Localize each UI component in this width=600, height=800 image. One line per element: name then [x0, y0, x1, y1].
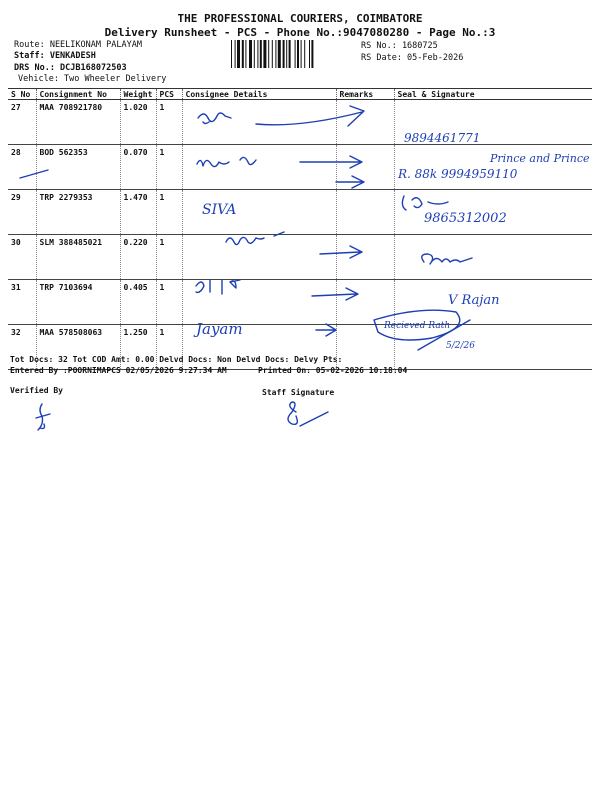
row-consignment: MAA 578508063	[36, 325, 120, 370]
verified-by-label: Verified By	[10, 386, 63, 395]
row-pcs: 1	[156, 280, 182, 325]
consignee-scribble	[196, 280, 240, 294]
date-handwritten: 5/2/26	[446, 341, 475, 351]
consignee-scribble	[198, 113, 231, 124]
row-pcs: 1	[156, 325, 182, 370]
row-pcs: 1	[156, 190, 182, 235]
row-sno: 28	[8, 145, 36, 190]
row-weight: 1.470	[120, 190, 156, 235]
signature-scribble	[422, 254, 472, 264]
row-consignment: SLM 388485021	[36, 235, 120, 280]
row-consignment: MAA 708921780	[36, 100, 120, 145]
col-seal-signature: Seal & Signature	[394, 89, 592, 100]
col-consignment: Consignment No	[36, 89, 120, 100]
arrow-icon	[320, 246, 362, 258]
totals-line: Tot Docs: 32 Tot COD Amt: 0.00 Delvd Docs: Non Delvd Docs: Delvy Pts:	[10, 355, 343, 364]
consignee-name-handwritten: SIVA	[202, 202, 237, 218]
col-remarks: Remarks	[336, 89, 394, 100]
arrow-icon	[316, 324, 336, 336]
arrow-icon	[312, 288, 358, 300]
entered-by: Entered By :POORNIMAPCS 02/05/2026 9:27:34 AM	[10, 366, 227, 375]
row-sno: 31	[8, 280, 36, 325]
phone-handwritten: 9894461771	[404, 131, 481, 145]
row-sno: 29	[8, 190, 36, 235]
row-weight: 1.250	[120, 325, 156, 370]
row-sno: 27	[8, 100, 36, 145]
row-pcs: 1	[156, 100, 182, 145]
row-consignment: BOD 562353	[36, 145, 120, 190]
arrow-icon	[336, 176, 364, 188]
row-sno: 32	[8, 325, 36, 370]
consignee-scribble	[226, 232, 284, 245]
row-weight: 0.070	[120, 145, 156, 190]
verified-signature-scribble	[36, 404, 50, 430]
signature-handwritten: R. 88k 9994959110	[398, 167, 518, 181]
row-pcs: 1	[156, 145, 182, 190]
row-weight: 0.405	[120, 280, 156, 325]
consignee-scribble	[197, 157, 256, 166]
tick-mark-icon	[20, 170, 48, 178]
staff-signature-label: Staff Signature	[262, 388, 335, 397]
vehicle-label: Vehicle: Two Wheeler Delivery	[18, 74, 167, 84]
phone-handwritten: 9865312002	[424, 211, 507, 226]
col-weight: Weight	[120, 89, 156, 100]
signature-handwritten: V Rajan	[448, 293, 500, 308]
row-pcs: 1	[156, 235, 182, 280]
seal-handwritten: Recieved Rath	[384, 321, 451, 331]
runsheet-subtitle: Delivery Runsheet - PCS - Phone No.:9047080280 - Page No.:3	[104, 26, 496, 39]
col-consignee: Consignee Details	[182, 89, 336, 100]
staff-signature-scribble	[288, 402, 328, 426]
arrow-icon	[300, 156, 362, 168]
consignee-name-handwritten: Jayam	[196, 320, 243, 338]
signature-scribble	[402, 196, 448, 210]
consignee-name-handwritten: Prince and Prince	[490, 152, 590, 165]
staff-label: Staff: VENKADESH	[14, 51, 96, 61]
rs-number: RS No.: 1680725	[361, 41, 438, 51]
row-consignment: TRP 2279353	[36, 190, 120, 235]
printed-on: Printed On: 05-02-2026 10:18:04	[258, 366, 408, 375]
col-sno: S No	[8, 89, 36, 100]
company-title: THE PROFESSIONAL COURIERS, COIMBATORE	[177, 12, 423, 25]
route-label: Route: NEELIKONAM PALAYAM	[14, 40, 142, 50]
col-pcs: PCS	[156, 89, 182, 100]
row-sno: 30	[8, 235, 36, 280]
drs-number: DRS No.: DCJB168072503	[14, 63, 127, 73]
arrow-icon	[256, 106, 364, 126]
row-weight: 1.020	[120, 100, 156, 145]
row-consignment: TRP 7103694	[36, 280, 120, 325]
row-weight: 0.220	[120, 235, 156, 280]
rs-date: RS Date: 05-Feb-2026	[361, 53, 464, 63]
